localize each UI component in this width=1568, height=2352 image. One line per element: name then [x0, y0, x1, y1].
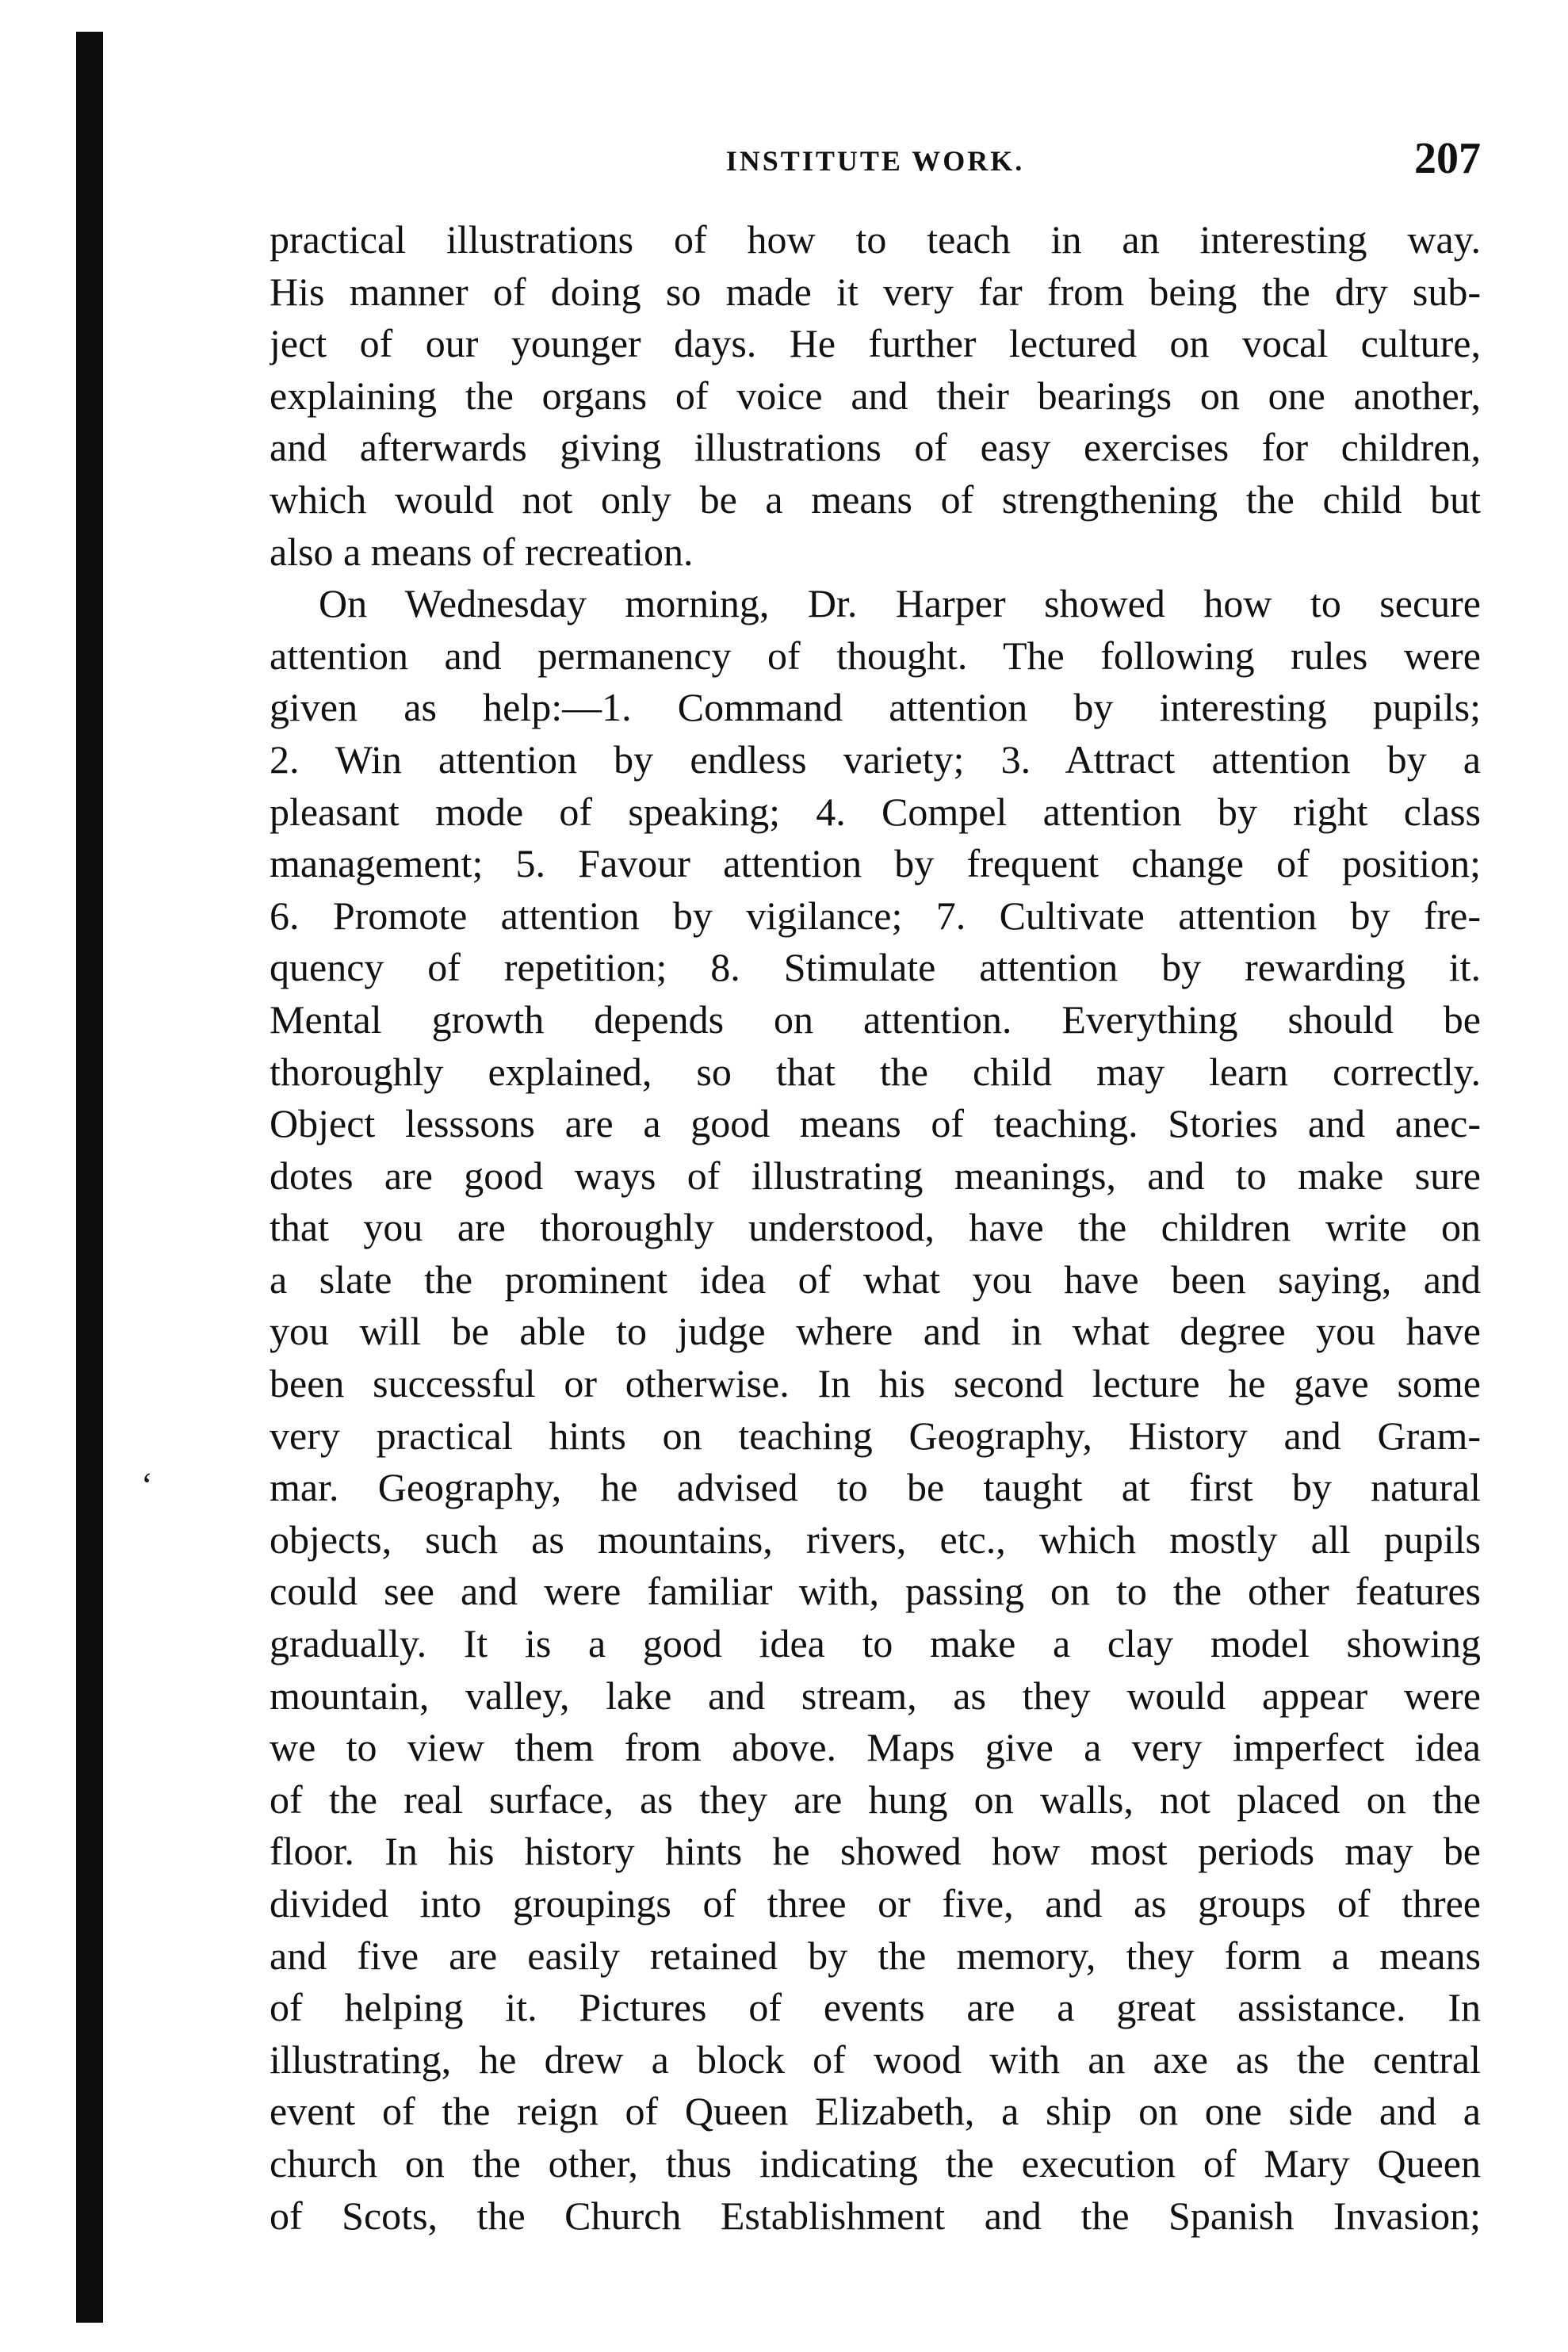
text-line: practical illustrations of how to teach in an interesting way. [270, 217, 1481, 262]
paragraph [270, 578, 1481, 2242]
text-line: Mental growth depends on attention. Everything should be [270, 996, 1481, 1042]
text-line: given as help:—1. Command attention by interesting pupils; [270, 685, 1481, 730]
text-line: a slate the prominent idea of what you have been saying, and [270, 1256, 1481, 1302]
text-line: of helping it. Pictures of events are a great assistance. In [270, 1985, 1481, 2030]
margin-mark: ‘ [141, 1466, 153, 1505]
scan-binding-edge [76, 32, 103, 2323]
text-line: illustrating, he drew a block of wood with an axe as the central [270, 2036, 1481, 2082]
page-number: 207 [1414, 134, 1481, 183]
text-line: of Scots, the Church Establishment and the Spanish Invasion; [270, 2193, 1481, 2238]
text-line: event of the reign of Queen Elizabeth, a ship on one side and a [270, 2089, 1481, 2134]
text-line: and afterwards giving illustrations of easy exercises for children, [270, 425, 1481, 470]
text-line: dotes are good ways of illustrating meanings, and to make sure [270, 1153, 1481, 1198]
text-line: attention and permanency of thought. The following rules were [270, 633, 1481, 678]
text-line: of the real surface, as they are hung on walls, not placed on the [270, 1776, 1481, 1822]
text-line: floor. In his history hints he showed how most periods may be [270, 1829, 1481, 1874]
text-line: been successful or otherwise. In his second lecture he gave some [270, 1361, 1481, 1406]
text-line: 2. Win attention by endless variety; 3. Attract attention by a [270, 736, 1481, 782]
text-line: divided into groupings of three or five, and as groups of three [270, 1881, 1481, 1926]
page-header [270, 119, 1481, 182]
text-line: could see and were familiar with, passing on to the other features [270, 1569, 1481, 1614]
text-line: that you are thoroughly understood, have the children write on [270, 1205, 1481, 1250]
text-line: pleasant mode of speaking; 4. Compel attention by right class [270, 789, 1481, 834]
text-line: thoroughly explained, so that the child may learn correctly. [270, 1049, 1481, 1094]
text-line: which would not only be a means of strengthening the child but [270, 476, 1481, 522]
text-line: also a means of recreation. [270, 529, 694, 574]
text-line: very practical hints on teaching Geography, History and Gram- [270, 1413, 1481, 1458]
paragraph [270, 214, 1481, 578]
text-line: and five are easily retained by the memory, they form a means [270, 1933, 1481, 1978]
text-line: On Wednesday morning, Dr. Harper showed how to secure [319, 581, 1481, 626]
page-body [270, 214, 1481, 2242]
text-line: management; 5. Favour attention by frequent change of position; [270, 841, 1481, 886]
text-line: mountain, valley, lake and stream, as they would appear were [270, 1673, 1481, 1718]
text-line: Object lesssons are a good means of teaching. Stories and anec- [270, 1101, 1481, 1146]
text-line: gradually. It is a good idea to make a clay model showing [270, 1621, 1481, 1666]
text-line: you will be able to judge where and in what degree you have [270, 1309, 1481, 1354]
text-line: explaining the organs of voice and their bearings on one another, [270, 373, 1481, 418]
running-head: INSTITUTE WORK. [725, 145, 1025, 177]
text-line: 6. Promote attention by vigilance; 7. Cultivate attention by fre- [270, 893, 1481, 938]
text-line: quency of repetition; 8. Stimulate attention by rewarding it. [270, 945, 1481, 990]
text-line: His manner of doing so made it very far from being the dry sub- [270, 269, 1481, 314]
text-line: objects, such as mountains, rivers, etc., which mostly all pupils [270, 1516, 1481, 1562]
text-line: church on the other, thus indicating the execution of Mary Queen [270, 2140, 1481, 2186]
text-line: ject of our younger days. He further lectured on vocal culture, [270, 321, 1481, 366]
text-line: mar. Geography, he advised to be taught at first by natural [270, 1465, 1481, 1510]
text-line: we to view them from above. Maps give a very imperfect idea [270, 1725, 1481, 1770]
